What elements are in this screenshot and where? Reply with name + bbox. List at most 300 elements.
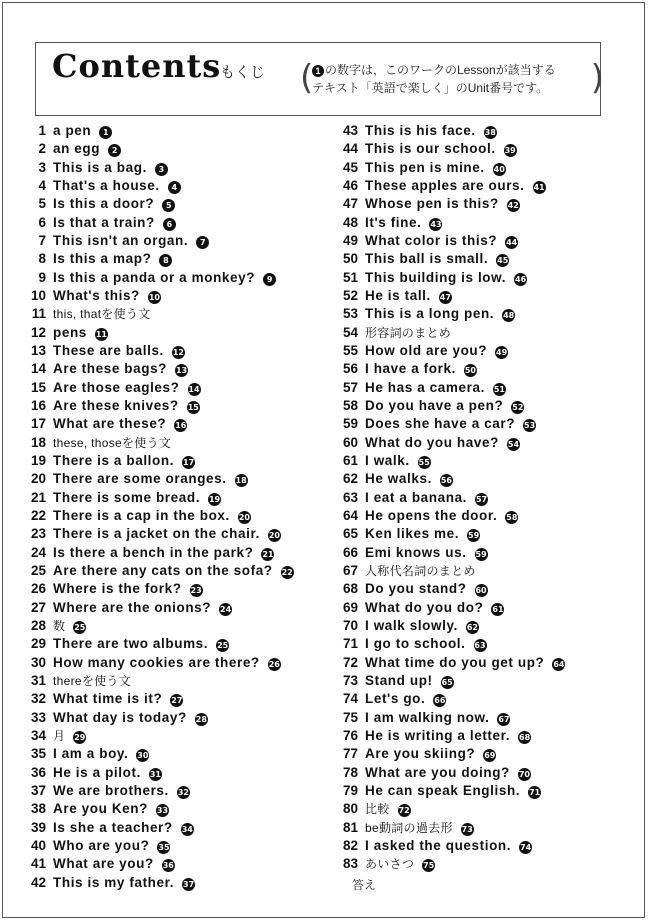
entry-title: [53, 232, 209, 250]
lesson-number-badge-icon: 38: [484, 128, 496, 137]
entry-title-text: How old are you?: [365, 342, 488, 358]
header-note-line-1: [308, 61, 598, 79]
entry-title-text: I eat a banana.: [365, 489, 468, 505]
lesson-number-badge-icon: 52: [512, 402, 524, 412]
entry-title-text: Who are you?: [53, 837, 150, 853]
page-title: Contents: [52, 47, 222, 85]
lesson-number-badge-icon: 42: [507, 201, 519, 211]
entry-title: [53, 874, 195, 892]
entry-title-text: There are some oranges.: [53, 471, 227, 487]
entry-number: 4: [38, 177, 46, 193]
entry-title: [365, 580, 488, 598]
entry-title: [365, 525, 480, 543]
entry-title-text: 数: [53, 618, 66, 633]
entry-number: 9: [38, 269, 46, 285]
entry-title-text: This ball is small.: [365, 251, 489, 267]
entry-title: [365, 379, 506, 397]
entry-title: [365, 415, 536, 433]
lesson-number-badge-icon: 27: [171, 696, 183, 706]
entry-title-text: What are you?: [53, 856, 154, 872]
lesson-number-badge-icon: 50: [464, 366, 476, 376]
entry-title: [365, 745, 496, 763]
entry-number: 75: [342, 709, 358, 725]
entry-number: 63: [342, 489, 358, 505]
entry-number: 34: [30, 727, 46, 743]
entry-title-text: Whose pen is this?: [365, 196, 499, 212]
entry-title-text: Stand up!: [365, 672, 433, 688]
entry-title-text: What are these?: [53, 416, 167, 432]
entry-number: 71: [342, 636, 358, 652]
lesson-number-badge-icon: 68: [519, 732, 531, 742]
entry-number: 6: [38, 214, 46, 230]
entry-number: 53: [342, 306, 358, 322]
lesson-number-badge-icon: 28: [195, 714, 207, 724]
lesson-number-badge-icon: 12: [172, 347, 184, 357]
entry-title-text: There is a ballon.: [53, 452, 175, 468]
entry-number: 40: [30, 837, 46, 853]
entry-title-text: What time is it?: [53, 691, 163, 707]
entry-title-text: I walk slowly.: [365, 617, 458, 633]
entry-number: 29: [30, 636, 46, 652]
lesson-number-badge-icon: 59: [468, 531, 480, 541]
lesson-number-badge-icon: 41: [533, 182, 545, 192]
entry-title: [53, 269, 276, 287]
contents-header: [35, 42, 601, 116]
entry-number: 66: [342, 544, 358, 560]
entry-title: [53, 599, 232, 617]
entry-number: 24: [30, 544, 46, 560]
entry-number: 62: [342, 471, 358, 487]
entry-number: 30: [30, 654, 46, 670]
entry-number: 82: [342, 837, 358, 853]
entry-title: [365, 672, 454, 690]
entry-number: 52: [342, 287, 358, 303]
lesson-number-badge-icon: 46: [515, 274, 527, 284]
lesson-number-badge-icon: 51: [493, 384, 505, 394]
entry-title: [365, 269, 527, 287]
entry-number: 2: [38, 141, 46, 157]
lesson-number-badge-icon: 6: [163, 218, 176, 231]
entry-number: 77: [342, 746, 358, 762]
header-note-text-1: の数字は，このワークのLessonが該当する: [325, 63, 556, 77]
entry-number: 60: [342, 434, 358, 450]
entry-number: 33: [30, 709, 46, 725]
lesson-number-badge-icon: 17: [183, 457, 195, 467]
entry-title: [53, 415, 187, 433]
lesson-number-badge-icon: 2: [108, 144, 121, 157]
entry-title-text: This is a long pen.: [365, 306, 495, 322]
entry-title-text: I go to school.: [365, 636, 466, 652]
entry-title-text: What do you have?: [365, 434, 499, 450]
entry-title: [53, 800, 169, 818]
entry-title: [53, 745, 149, 763]
entry-number: 56: [342, 361, 358, 377]
lesson-number-badge-icon: 71: [529, 787, 541, 797]
entry-number: 18: [30, 434, 46, 450]
lesson-number-badge-icon: 66: [434, 696, 446, 706]
entry-number: 10: [30, 287, 46, 303]
entry-number: 44: [342, 141, 358, 157]
entry-title-text: Do you have a pen?: [365, 397, 504, 413]
entry-title-text: What's this?: [53, 287, 140, 303]
entry-title-text: thereを使う文: [53, 673, 132, 688]
lesson-number-badge-icon: 8: [159, 254, 172, 267]
entry-title-text: Where are the onions?: [53, 599, 212, 615]
entry-title-text: What day is today?: [53, 709, 187, 725]
lesson-number-badge-icon: 4: [168, 181, 181, 194]
lesson-number-badge-icon: 3: [155, 163, 168, 176]
entry-title-text: It's fine.: [365, 214, 422, 230]
entry-number: 67: [342, 562, 358, 578]
entry-number: 41: [30, 856, 46, 872]
lesson-number-badge-icon: 55: [418, 457, 430, 467]
entry-number: 76: [342, 727, 358, 743]
entry-number: 42: [30, 874, 46, 890]
entry-title: [365, 654, 565, 672]
entry-number: 22: [30, 507, 46, 523]
entry-title-text: Where is the fork?: [53, 581, 182, 597]
lesson-number-badge-icon: 39: [504, 146, 516, 156]
lesson-number-badge-icon: 57: [475, 494, 488, 504]
entry-title-text: Are these bags?: [53, 361, 168, 377]
entry-title-text: Are those eagles?: [53, 379, 180, 395]
entry-title: [365, 232, 518, 250]
entry-title-text: Does she have a car?: [365, 416, 516, 432]
entry-number: 35: [30, 746, 46, 762]
entry-number: 72: [342, 654, 358, 670]
entry-number: 51: [342, 269, 358, 285]
entry-title: [53, 305, 151, 323]
lesson-number-badge-icon: 54: [507, 439, 520, 449]
entry-title: [365, 727, 531, 745]
entry-number: 46: [342, 177, 358, 193]
answers-label[interactable]: 答え: [352, 878, 377, 892]
entry-title: [365, 709, 510, 727]
entry-title: [53, 709, 208, 727]
lesson-number-badge-icon: 43: [430, 219, 442, 229]
lesson-number-badge-icon: 30: [137, 751, 149, 761]
entry-title: [53, 580, 203, 598]
lesson-number-badge-icon: 14: [188, 384, 200, 394]
lesson-number-badge-icon: 56: [440, 476, 452, 486]
entry-title: [53, 195, 175, 213]
lesson-number-badge-icon: 7: [196, 236, 209, 249]
entry-title: [53, 470, 248, 488]
lesson-number-badge-icon: 58: [506, 512, 518, 522]
entry-number: 7: [38, 232, 46, 248]
entry-number: 1: [38, 123, 46, 138]
entry-title-text: What time do you get up?: [365, 654, 545, 670]
lesson-number-badge-icon: 21: [262, 549, 274, 559]
entry-number: 14: [30, 361, 46, 377]
entry-number: 28: [30, 617, 46, 633]
entry-title: [365, 140, 517, 158]
entry-number: 74: [342, 691, 358, 707]
entry-title: [365, 177, 546, 195]
entry-title: [53, 837, 170, 855]
entry-title-text: This is a bag.: [53, 159, 147, 175]
lesson-number-badge-icon: 18: [235, 476, 247, 486]
entry-number: 54: [342, 324, 358, 340]
lesson-number-badge-icon: 40: [493, 164, 505, 174]
entry-number: 31: [30, 672, 46, 688]
entry-number: 16: [30, 397, 46, 413]
entry-number: 59: [342, 416, 358, 432]
lesson-number-badge-icon: 19: [208, 494, 221, 504]
entry-title-text: 比較: [365, 802, 390, 817]
page-subtitle: もくじ: [220, 64, 266, 81]
entry-number: 20: [30, 471, 46, 487]
entry-title-text: a pen: [53, 123, 92, 138]
entry-title: [53, 635, 229, 653]
entry-number: 47: [342, 196, 358, 212]
entry-title-text: Is that a train?: [53, 214, 155, 230]
lesson-number-badge-icon: 11: [95, 329, 107, 339]
lesson-number-badge-icon: 63: [474, 641, 486, 651]
lesson-number-badge-icon: 10: [148, 292, 160, 302]
lesson-number-badge-icon: 45: [497, 256, 509, 266]
entry-title: [53, 342, 185, 360]
entry-title-text: Ken likes me.: [365, 526, 460, 542]
entry-title: [365, 819, 474, 837]
entry-title: [365, 287, 452, 305]
entry-title-text: 人称代名詞のまとめ: [365, 563, 476, 578]
entry-title-text: This is our school.: [365, 141, 496, 157]
entry-number: 58: [342, 397, 358, 413]
entry-title-text: Is she a teacher?: [53, 819, 173, 835]
entry-number: 65: [342, 526, 358, 542]
entry-title: [53, 819, 194, 837]
lesson-number-badge-icon: 31: [149, 769, 161, 779]
lesson-number-badge-icon: 20: [238, 512, 250, 522]
entry-number: 23: [30, 526, 46, 542]
entry-title-text: This is his face.: [365, 123, 476, 138]
entry-title: [365, 635, 487, 653]
entry-number: 25: [30, 562, 46, 578]
entry-title: [53, 690, 183, 708]
entry-number: 69: [342, 599, 358, 615]
entry-title-text: This pen is mine.: [365, 159, 485, 175]
entry-title-text: He can speak English.: [365, 782, 521, 798]
entry-number: 19: [30, 452, 46, 468]
lesson-number-badge-icon: 72: [398, 806, 410, 816]
entry-title: [365, 470, 453, 488]
entry-title: [365, 507, 518, 525]
entry-title: [53, 764, 162, 782]
lesson-number-badge-icon: 36: [162, 861, 174, 871]
entry-number: 78: [342, 764, 358, 780]
entry-number: 43: [342, 123, 358, 138]
lesson-number-badge-icon: 29: [74, 732, 86, 742]
entry-title: [53, 727, 86, 745]
lesson-number-badge-icon: 74: [520, 842, 532, 852]
entry-number: 12: [30, 324, 46, 340]
entry-title-text: How many cookies are there?: [53, 654, 260, 670]
entry-title-text: Is there a bench in the park?: [53, 544, 254, 560]
entry-title: [53, 287, 161, 305]
entry-title: [53, 250, 172, 268]
entry-title: [53, 489, 221, 507]
lesson-number-badge-icon: 48: [503, 311, 515, 321]
entry-title: [53, 214, 176, 232]
entry-number: 8: [38, 251, 46, 267]
entry-number: 36: [30, 764, 46, 780]
entry-number: 57: [342, 379, 358, 395]
lesson-number-badge-icon: 22: [281, 567, 293, 577]
entry-title: [365, 342, 508, 360]
entry-title: [365, 855, 435, 873]
entry-title-text: He has a camera.: [365, 379, 485, 395]
entry-title-text: this, thatを使う文: [53, 307, 151, 322]
entry-title: [53, 324, 108, 342]
entry-number: 73: [342, 672, 358, 688]
entry-title: [365, 489, 488, 507]
entry-title: [365, 195, 520, 213]
entry-title-text: He walks.: [365, 471, 432, 487]
entry-title: [53, 562, 294, 580]
entry-number: 49: [342, 232, 358, 248]
entry-title-text: 形容詞のまとめ: [365, 325, 452, 340]
lesson-number-badge-icon: 60: [475, 586, 487, 596]
entry-title: [53, 452, 195, 470]
entry-title-text: This isn't an organ.: [53, 232, 189, 248]
entry-title: [53, 525, 281, 543]
entry-title: [365, 800, 411, 818]
entry-title: [365, 122, 497, 140]
entry-title: [365, 397, 524, 415]
entry-number: 81: [342, 819, 358, 835]
entry-number: 32: [30, 691, 46, 707]
entry-title: [365, 305, 515, 323]
entry-number: 15: [30, 379, 46, 395]
entry-title: [53, 159, 168, 177]
lesson-number-badge-icon: 70: [518, 769, 530, 779]
entry-title-text: There is a jacket on the chair.: [53, 526, 260, 542]
lesson-number-badge-icon: 9: [263, 273, 276, 286]
entry-title: [53, 379, 201, 397]
entry-number: 13: [30, 342, 46, 358]
entry-title: [53, 177, 181, 195]
lesson-number-badge-icon: 32: [177, 787, 189, 797]
entry-title-text: Are there any cats on the sofa?: [53, 562, 273, 578]
entry-title: [53, 122, 112, 140]
entry-number: 80: [342, 801, 358, 817]
entry-number: 38: [30, 801, 46, 817]
entry-title: [365, 360, 477, 378]
entry-title-text: Is this a door?: [53, 196, 155, 212]
entry-title-text: pens: [53, 324, 87, 340]
entry-title: [365, 324, 451, 342]
entry-number: 48: [342, 214, 358, 230]
entry-title-text: What do you do?: [365, 599, 484, 615]
entry-number: 3: [38, 159, 46, 175]
entry-title-text: these, thoseを使う文: [53, 435, 172, 450]
entry-title-text: We are brothers.: [53, 782, 169, 798]
entry-title: [53, 855, 175, 873]
entry-title: [53, 434, 171, 452]
entry-title: [365, 452, 431, 470]
entry-title-text: an egg: [53, 141, 101, 157]
entry-title-text: What are you doing?: [365, 764, 510, 780]
lesson-number-badge-icon: 75: [423, 861, 435, 871]
entry-number: 17: [30, 416, 46, 432]
entry-number: 55: [342, 342, 358, 358]
entry-number: 79: [342, 782, 358, 798]
lesson-number-badge-icon: 25: [74, 622, 86, 632]
entry-number: 37: [30, 782, 46, 798]
lesson-number-badge-icon: 64: [553, 659, 565, 669]
entry-number: 26: [30, 581, 46, 597]
entry-title-text: I have a fork.: [365, 361, 456, 377]
entry-title: [53, 617, 86, 635]
entry-number: 68: [342, 581, 358, 597]
entry-number: 5: [38, 196, 46, 212]
entry-title-text: I walk.: [365, 452, 410, 468]
entry-title-text: He is tall.: [365, 287, 431, 303]
lesson-number-badge-icon: 34: [181, 824, 193, 834]
entry-title: [53, 782, 190, 800]
header-note: [308, 61, 598, 97]
entry-number: 21: [30, 489, 46, 505]
lesson-number-badge-icon: 15: [187, 402, 199, 412]
entry-number: 64: [342, 507, 358, 523]
lesson-number-badge-icon: 1: [99, 126, 112, 139]
entry-title: [53, 140, 121, 158]
lesson-number-badge-icon: 59: [475, 549, 487, 559]
lesson-number-badge-icon: 5: [162, 199, 175, 212]
entry-title-text: be動詞の過去形: [365, 820, 453, 835]
entry-title-text: He is writing a letter.: [365, 727, 511, 743]
entry-number: 27: [30, 599, 46, 615]
lesson-badge-icon: 1: [312, 65, 324, 77]
entry-title-text: This is my father.: [53, 874, 175, 890]
entry-title-text: I am walking now.: [365, 709, 490, 725]
entry-title-text: Is this a map?: [53, 251, 152, 267]
header-note-line-2: テキスト「英語で楽しく」のUnit番号です。: [312, 81, 549, 95]
lesson-number-badge-icon: 23: [190, 586, 202, 596]
lesson-number-badge-icon: 35: [158, 842, 170, 852]
lesson-number-badge-icon: 69: [484, 751, 496, 761]
entry-title: [365, 599, 504, 617]
entry-number: 83: [342, 856, 358, 872]
entry-title: [53, 507, 251, 525]
entry-title: [53, 397, 200, 415]
entry-title: [53, 654, 281, 672]
entry-number: 11: [31, 306, 46, 322]
entry-title: [53, 672, 131, 690]
entry-title-text: Are these knives?: [53, 397, 179, 413]
lesson-number-badge-icon: 13: [175, 366, 188, 376]
entry-title: [365, 562, 476, 580]
entry-title-text: I asked the question.: [365, 837, 512, 853]
entry-title-text: There is a cap in the box.: [53, 507, 230, 523]
entry-title-text: Are you skiing?: [365, 746, 476, 762]
entry-title: [365, 544, 488, 562]
entry-title: [365, 837, 532, 855]
entry-number: 70: [342, 617, 358, 633]
entry-title-text: Is this a panda or a monkey?: [53, 269, 256, 285]
lesson-number-badge-icon: 20: [268, 531, 280, 541]
entry-title-text: There is some bread.: [53, 489, 201, 505]
entry-title-text: This building is low.: [365, 269, 507, 285]
entry-title-text: Do you stand?: [365, 581, 467, 597]
lesson-number-badge-icon: 62: [466, 622, 478, 632]
entry-title: [365, 782, 541, 800]
lesson-number-badge-icon: 33: [156, 806, 169, 816]
entry-title-text: 月: [53, 728, 66, 743]
entry-title: [365, 250, 509, 268]
lesson-number-badge-icon: 26: [268, 659, 280, 669]
